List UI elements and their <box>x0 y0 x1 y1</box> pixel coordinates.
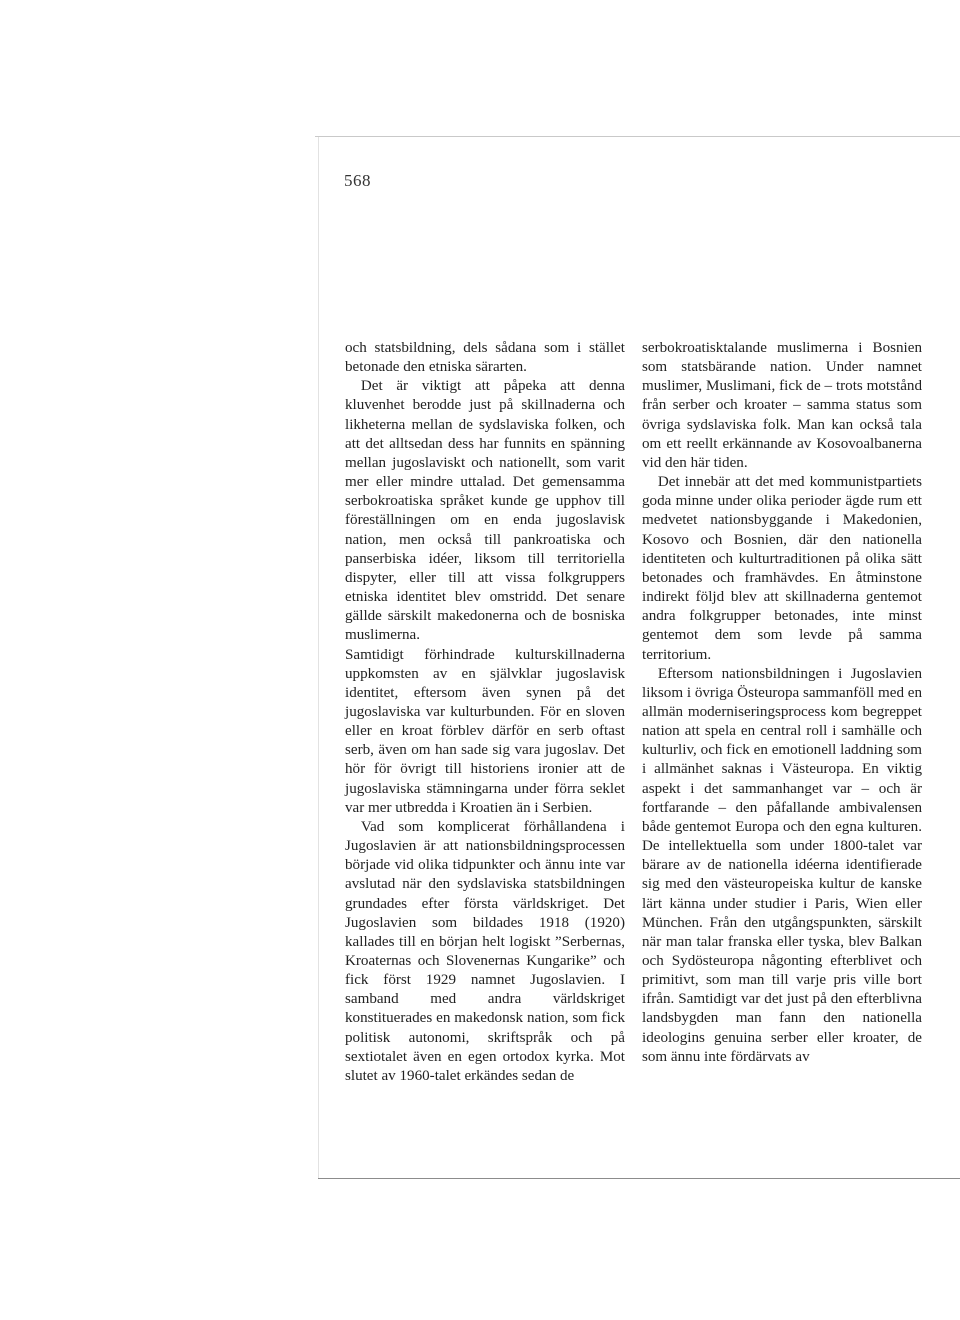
scan-edge-bottom <box>318 1178 960 1179</box>
right-paragraph-2: Det innebär att det med kommunistpartiets goda minne under olika perioder ägde rum ett medvetet nationsbyggande i Makedonien, Kosovo och Bosnien, där den nationella identiteten och kulturtraditionen på olika sätt betonades och framhävdes. En åtminstone indirekt följd blev att skillnaderna gentemot andra folkgrupper betonades, inte minst gentemot dem som levde på samma territorium. <box>642 474 922 663</box>
scan-edge-left <box>318 137 319 1179</box>
left-paragraph-3: Samtidigt förhindrade kulturskillnaderna uppkomsten av en självklar jugoslavisk identitet, eftersom även synen på det jugoslaviska var kulturbunden. För en sloven eller en kroat förblev därför en serb oftast serb, även om han sade sig vara jugoslav. Det hör för övrigt till historiens ironier att de jugoslaviska stämningarna under förra seklet var mer utbredda i Kroatien än i Serbien. <box>345 646 625 816</box>
scan-edge-top <box>315 136 960 137</box>
left-paragraph-2: Det är viktigt att påpeka att denna kluvenhet berodde just på skillnaderna och likheterna mellan de sydslaviska folken, och att det alltsedan dess har funnits en spänning mellan jugoslaviskt och nationellt, som varit mer eller mindre uttalad. Det gemensamma serbokroatiska språket kunde ge upphov till föreställningen om en enda jugoslavisk nation, men också till pankroatiska och panserbiska idéer, liksom till territoriella dispyter, eller till att vissa folkgruppers etniska identitet blev omstridd. Det senare gällde särskilt makedonerna och de bosniska muslimerna. <box>345 378 625 644</box>
right-paragraph-3: Eftersom nationsbildningen i Jugoslavien liksom i övriga Östeuropa sammanföll med en allmän moderniseringsprocess kom begreppet nation att spela en central roll i samhälle och kulturliv, och fick en emotionell laddning som i allmänhet saknas i Västeuropa. En viktig aspekt i det sammanhanget var – och är fortfarande – den påfallande ambivalensen både gentemot Europa och den egna kulturen. De intellektuella som under 1800-talet var bärare av de nationella idéerna identifierade sig med den västeuropeiska kultur de kanske lärt känna under studier i Paris, Wien eller München. Från den utgångspunkten, särskilt när man talar franska eller tyska, blev Balkan och Sydösteuropa någonting efterblivet och primitivt, som man till varje pris ville bort ifrån. Samtidigt var det just på den efterblivna landsbygden man fann den nationella ideologins genuina serber eller kroater, de som ännu inte fördärvats av <box>642 665 923 1065</box>
right-paragraph-1: serbokroatisktalande muslimerna i Bosnien som statsbärande nation. Under namnet muslimer, Muslimani, fick de – trots motstånd från serber och kroater – samma status som övriga sydslaviska folk. Man kan också tala om ett reellt erkännande av Kosovoalbanerna vid den här tiden. <box>642 340 922 471</box>
right-text-column <box>642 339 922 1067</box>
page-number: 568 <box>344 171 371 190</box>
left-text-column <box>345 339 625 1086</box>
left-paragraph-4: Vad som komplicerat förhållandena i Jugoslavien är att nationsbildningsprocessen började vid olika tidpunkter och ännu inte var avslutad när den sydslaviska statsbildningen grundades efter första världskriget. Det Jugoslavien som bildades 1918 (1920) kallades till en början helt logiskt ”Serbernas, Kroaternas och Slovenernas Kungarike” och fick först 1929 namnet Jugoslavien. I samband med andra världskriget konstituerades en makedonsk nation, som fick politisk autonomi, skriftspråk och på sextiotalet även en egen ortodox kyrka. Mot slutet av 1960-talet erkändes sedan de <box>345 818 625 1084</box>
left-paragraph-1: och statsbildning, dels sådana som i stället betonade den etniska särarten. <box>345 340 625 376</box>
